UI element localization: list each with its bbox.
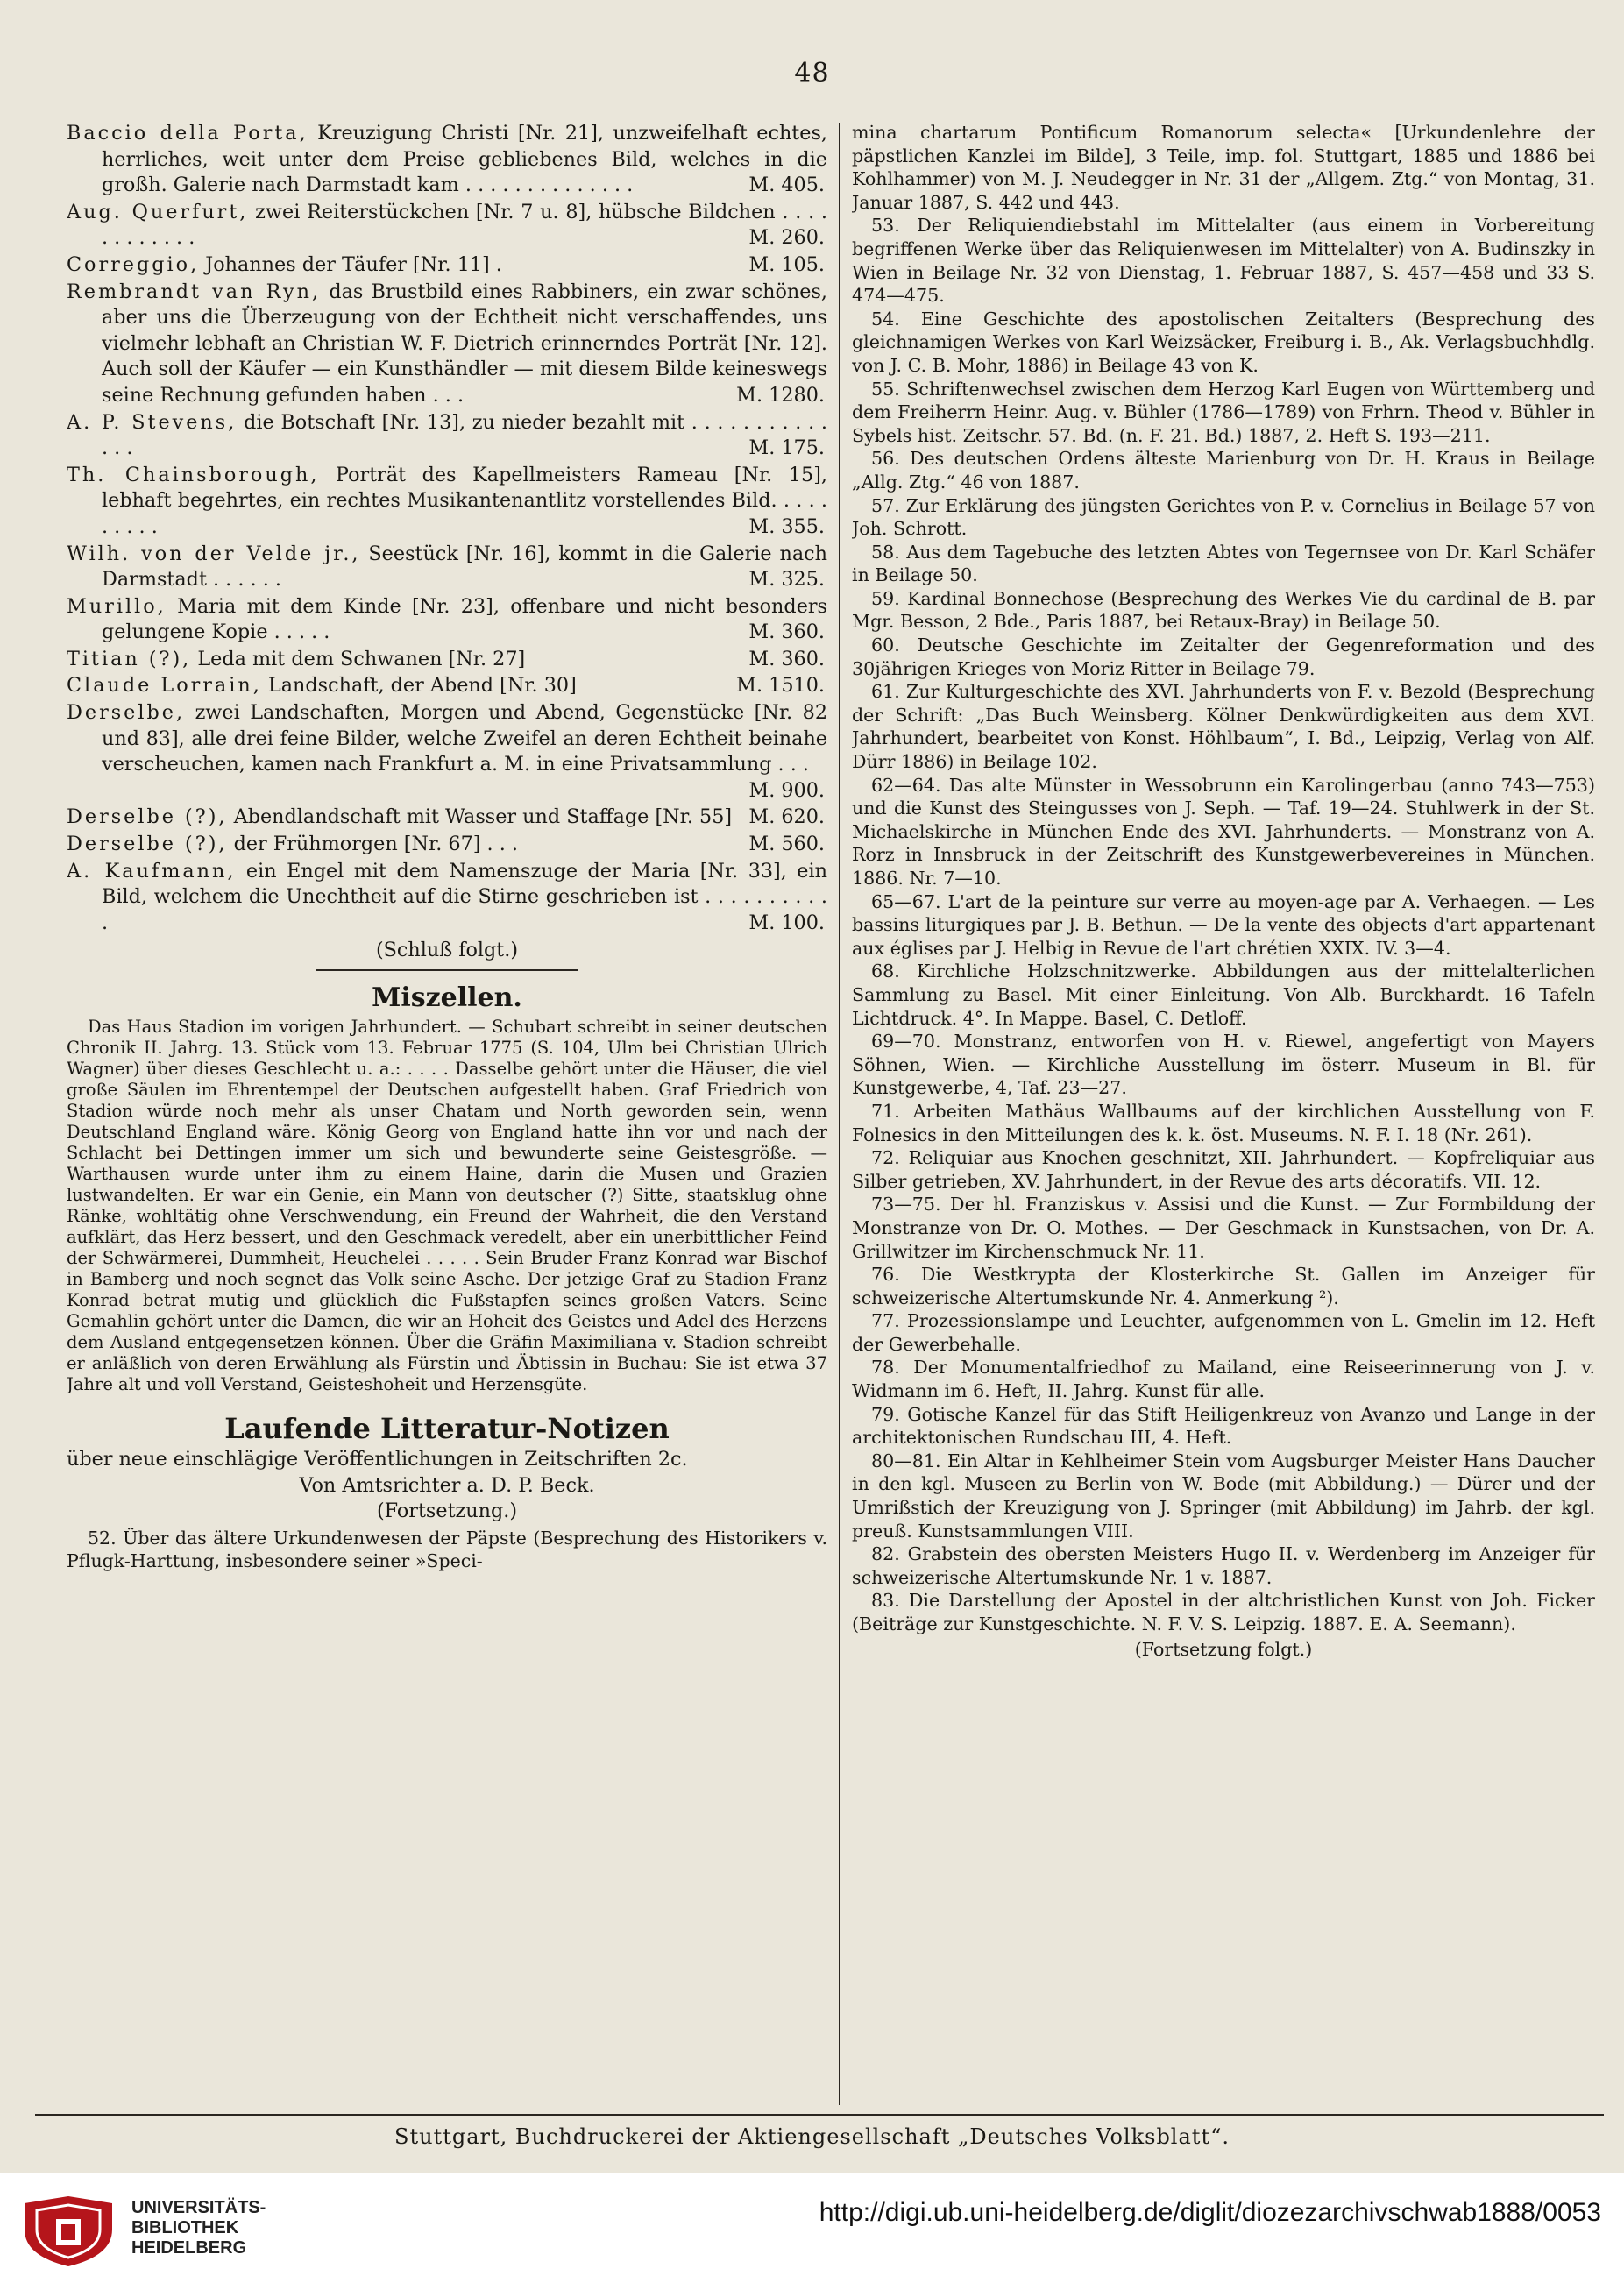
auction-entry xyxy=(67,410,827,462)
literature-item: 54. Eine Geschichte des apostolischen Zeitalters (Besprechung des gleichnamigen Werkes von Karl Weizsäcker, Freiburg i. B., Ak. Verlagsbuchhdlg. von J. C. B. Mohr, 1886) in Beilage 43 von K. xyxy=(852,308,1595,376)
entry-description: Kreuzigung Christi [Nr. 21], unzweifelhaft echtes, herrliches, weit unter dem Preise gebliebenes Bild, welches in die großh. Galerie nach Darmstadt kam . . . . . . . . . . . . . . xyxy=(102,122,827,197)
auction-entry xyxy=(67,542,827,593)
library-bar xyxy=(0,2173,1624,2283)
literature-item: 56. Des deutschen Ordens älteste Marienburg von Dr. H. Kraus in Beilage „Allg. Ztg.“ 46 von 1887. xyxy=(852,448,1595,493)
entry-description: Porträt des Kapellmeisters Rameau [Nr. 15], lebhaft begehrtes, ein rechtes Musikantenantlitz vorstellendes Bild. . . . . . . . . . xyxy=(102,463,827,538)
artist-name: Derselbe, xyxy=(67,701,186,725)
page-number: 48 xyxy=(794,58,830,89)
literature-continuation: (Fortsetzung.) xyxy=(376,1500,518,1523)
left-column xyxy=(67,121,827,2110)
auction-entry xyxy=(67,859,827,937)
literature-item: 53. Der Reliquiendiebstahl im Mittelalter (aus einem in Vorbereitung begriffenen Werke über das Reliquienwesen im Mittelalter) von A. Budinszky in Wien in Beilage Nr. 32 von Dienstag, 1. Februar 1887, S. 457—458 und 33 S. 474—475. xyxy=(852,215,1595,307)
auction-entry xyxy=(67,463,827,541)
auction-entry xyxy=(67,280,827,409)
literature-item: 69—70. Monstranz, entworfen von H. v. Riewel, angefertigt von Mayers Söhnen, Wien. — Kirchliche Ausstellung im österr. Museum in Bl. für Kunstgewerbe, 4, Taf. 23—27. xyxy=(852,1031,1595,1099)
entry-description: Leda mit dem Schwanen [Nr. 27] xyxy=(197,647,526,670)
literature-item: 83. Die Darstellung der Apostel in der altchristlichen Kunst von Joh. Ficker (Beiträge zur Kunstgeschichte. N. F. V. S. Leipzig. 1887. E. A. Seemann). xyxy=(852,1590,1595,1634)
section-rule xyxy=(316,969,578,971)
artist-name: Th. Chainsborough, xyxy=(67,463,320,486)
literature-item: 57. Zur Erklärung des jüngsten Gerichtes von P. v. Cornelius in Beilage 57 von Joh. Schrott. xyxy=(852,494,1595,540)
entry-description: das Brustbild eines Rabbiners, ein zwar schönes, aber uns die Überzeugung von der Echtheit nicht verschaffendes, uns vielmehr lebhaft an Christian W. F. Dietrich erinnerndes Porträt [Nr. 12]. Auch soll der Käufer — ein Kunsthändler — mit diesem Bilde keineswegs seine Rechnung gefunden haben . . . xyxy=(102,280,827,407)
literature-item: 80—81. Ein Altar in Kehlheimer Stein vom Augsburger Meister Hans Daucher in den kgl. Museen zu Berlin von W. Bode (mit Abbildung.) — Dürer und der Umrißstich der Kreuzigung von J. Springer (mit Abbildung) im Jahrb. der kgl. preuß. Kunstsammlungen VIII. xyxy=(852,1450,1595,1542)
auction-entry xyxy=(67,673,827,699)
right-column xyxy=(852,121,1595,2110)
literature-item: 59. Kardinal Bonnechose (Besprechung des Werkes Vie du cardinal de B. par Mgr. Besson, 2 Bde., Paris 1887, bei Retaux-Bray) in Beilage 50. xyxy=(852,587,1595,633)
entry-description: ein Engel mit dem Namenszuge der Maria [Nr. 33], ein Bild, welchem die Unechtheit auf die Stirne geschrieben ist . . . . . . . . . . . xyxy=(102,859,827,934)
auction-price-list xyxy=(67,121,827,936)
literature-item-52: 52. Über das ältere Urkundenwesen der Päpste (Besprechung des Historikers v. Pflugk-Harttung, insbesondere seiner »Speci- xyxy=(67,1527,827,1571)
entry-description: zwei Landschaften, Morgen und Abend, Gegenstücke [Nr. 82 und 83], alle drei feine Bilder, welche Zweifel an deren Echtheit beinahe verscheuchen, kamen nach Frankfurt a. M. in eine Privatsammlung . . . xyxy=(102,701,827,776)
literature-item: 72. Reliquiar aus Knochen geschnitzt, XII. Jahrhundert. — Kopfreliquiar aus Silber getrieben, XV. Jahrhundert, in der Revue des arts décoratifs. VII. 12. xyxy=(852,1147,1595,1192)
entry-description: zwei Reiterstückchen [Nr. 7 u. 8], hübsche Bildchen . . . . . . . . . . . . xyxy=(102,200,827,250)
miscellany-heading: Miszellen. xyxy=(372,982,522,1013)
entry-price: M. 405. xyxy=(748,174,826,197)
literature-item: 58. Aus dem Tagebuche des letzten Abtes von Tegernsee von Dr. Karl Schäfer in Beilage 50. xyxy=(852,541,1595,586)
artist-name: Derselbe (?), xyxy=(67,833,228,856)
literature-item: 62—64. Das alte Münster in Wessobrunn ein Karolingerbau (anno 743—753) und die Kunst des Steingusses von J. Seph. — Taf. 19—24. Stuhlwerk in der St. Michaelskirche in München Ende des XVI. Jahrhunderts. — Monstranz von A. Rorz in Innsbruck in der Zeitschrift des Kunstgewerbevereines in München. 1886. Nr. 7—10. xyxy=(852,774,1595,889)
entry-description: Maria mit dem Kinde [Nr. 23], offenbare und nicht besonders gelungene Kopie . . . . . xyxy=(102,594,827,644)
printer-imprint: Stuttgart, Buchdruckerei der Aktiengesellschaft „Deutsches Volksblatt“. xyxy=(394,2124,1230,2149)
literature-item: 73—75. Der hl. Franziskus v. Assisi und die Kunst. — Zur Formbildung der Monstranze von Dr. O. Mothes. — Der Geschmack in Kunstsachen, von Dr. A. Grillwitzer im Kirchenschmuck Nr. 11. xyxy=(852,1194,1595,1262)
artist-name: Claude Lorrain, xyxy=(67,674,262,698)
entry-price: M. 1510. xyxy=(736,674,826,698)
entry-price: M. 360. xyxy=(748,620,826,644)
entry-price: M. 175. xyxy=(748,436,826,460)
entry-price: M. 260. xyxy=(748,226,826,250)
entry-price: M. 360. xyxy=(748,647,826,670)
literature-notes-subtitle: über neue einschlägige Veröffentlichungen in Zeitschriften 2c. xyxy=(67,1448,688,1471)
auction-entry xyxy=(67,121,827,199)
literature-item: 78. Der Monumentalfriedhof zu Mailand, eine Reiseerinnerung von J. v. Widmann im 6. Heft, II. Jahrg. Kunst für alle. xyxy=(852,1357,1595,1402)
entry-description: Johannes der Täufer [Nr. 11] . xyxy=(205,252,502,276)
literature-item: 65—67. L'art de la peinture sur verre au moyen-age par A. Verhaegen. — Les bassins liturgiques par J. B. Bethun. — De la vente des objects d'art appartenant aux églises par J. Helbig in Revue de l'art chrétien XXIX. IV. 3—4. xyxy=(852,890,1595,959)
literature-item: 61. Zur Kulturgeschichte des XVI. Jahrhunderts von F. v. Bezold (Besprechung der Schrift: „Das Buch Weinsberg. Kölner Denkwürdigkeiten aus dem XVI. Jahrhundert, bearbeitet von Konst. Höhlbaum“, I. Bd., Leipzig, Verlag von Alf. Dürr 1886) in Beilage 102. xyxy=(852,681,1595,773)
literature-item: 77. Prozessionslampe und Leuchter, aufgenommen von L. Gmelin im 12. Heft der Gewerbehalle. xyxy=(852,1310,1595,1355)
entry-description: die Botschaft [Nr. 13], zu nieder bezahlt mit . . . . . . . . . . . . . . xyxy=(102,410,827,460)
literature-item: 71. Arbeiten Mathäus Wallbaums auf der kirchlichen Ausstellung von F. Folnesics in den Mitteilungen des k. k. öst. Museums. N. F. I. 18 (Nr. 261). xyxy=(852,1100,1595,1145)
entry-description: Seestück [Nr. 16], kommt in die Galerie nach Darmstadt . . . . . . xyxy=(102,542,827,592)
auction-entry xyxy=(67,594,827,646)
artist-name: A. Kaufmann, xyxy=(67,859,237,883)
artist-name: Murillo, xyxy=(67,594,167,618)
entry-price: M. 355. xyxy=(748,514,826,538)
university-seal-icon xyxy=(16,2194,121,2268)
literature-item: 82. Grabstein des obersten Meisters Hugo II. v. Werdenberg im Anzeiger für schweizerische Altertumskunde Nr. 1 v. 1887. xyxy=(852,1543,1595,1588)
miscellany-text: Das Haus Stadion im vorigen Jahrhundert. — Schubart schreibt in seiner deutschen Chronik II. Jahrg. 13. Stück vom 13. Februar 1775 (S. 104, Ulm bei Christian Ulrich Wagner) über dieses Geschlecht u. a.: . . . . Dasselbe gehört unter die Häuser, die viel große Säulen im Ehrentempel der Deutschen aufgestellt haben. Graf Friedrich von Stadion würde noch mehr als unser Chatam und North geworden sein, wenn Deutschland England wäre. König Georg von England hatte ihn vor und nach der Schlacht bei Dettingen immer um sich und bewunderte seine Geistesgröße. — Warthausen wurde unter ihm zu einem Haine, darin die Musen und Grazien lustwandelten. Er war ein Genie, ein Mann von deutscher (?) Sitte, staatsklug ohne Ränke, wohltätig ohne Verschwendung, ein Freund der Wahrheit, die den Verstand aufklärt, das Herz bessert, und den Geschmack veredelt, aber ein unerbittlicher Feind der Schwärmerei, Dummheit, Heuchelei . . . . . Sein Bruder Franz Konrad war Bischof in Bamberg und noch segnet das Volk seine Asche. Der jetzige Graf zu Stadion Franz Konrad betrat mutig und glücklich die Fußstapfen seines großen Vaters. Seine Gemahlin gehört unter die Damen, die wir an Hoheit des Geistes und Adel des Herzens dem Ausland entgegensetzen können. Über die Gräfin Maximiliana v. Stadion schreibt er anläßlich von deren Erwählung als Fürstin und Äbtissin in Buchau: Sie ist etwa 37 Jahre alt und voll Verstand, Geisteshoheit und Herzensgüte. xyxy=(67,1016,827,1394)
artist-name: Rembrandt van Ryn, xyxy=(67,280,322,303)
footer-rule xyxy=(35,2114,1604,2116)
entry-price: M. 900. xyxy=(748,778,826,802)
literature-item: 68. Kirchliche Holzschnitzwerke. Abbildungen aus der mittelalterlichen Sammlung zu Basel. Mit einer Einleitung. Von Alb. Burckhardt. 16 Tafeln Lichtdruck. 4°. In Mappe. Basel, C. Detloff. xyxy=(852,961,1595,1029)
artist-name: A. P. Stevens, xyxy=(67,410,238,434)
artist-name: Titian (?), xyxy=(67,647,192,670)
literature-item: 55. Schriftenwechsel zwischen dem Herzog Karl Eugen von Württemberg und dem Freiherrn Heinr. Aug. v. Bühler (1786—1789) von Frhrn. Theod v. Bühler in Sybels hist. Zeitschr. 57. Bd. (n. F. 21. Bd.) 1887, 2. Heft S. 193—211. xyxy=(852,378,1595,446)
artist-name: Aug. Querfurt, xyxy=(67,200,249,223)
auction-entry xyxy=(67,805,827,831)
auction-entry xyxy=(67,700,827,804)
auction-entry xyxy=(67,647,827,673)
source-url[interactable]: http://digi.ub.uni-heidelberg.de/diglit/diozezarchivschwab1888/0053 xyxy=(819,2198,1601,2227)
literature-item: 79. Gotische Kanzel für das Stift Heiligenkreuz von Avanzo und Lange in der architektonischen Rundschau III, 4. Heft. xyxy=(852,1403,1595,1449)
literature-notes-heading: Laufende Litteratur-Notizen xyxy=(224,1411,670,1445)
literature-item: 60. Deutsche Geschichte im Zeitalter der Gegenreformation und des 30jährigen Krieges von Moriz Ritter in Beilage 79. xyxy=(852,635,1595,679)
continuation-note: (Fortsetzung folgt.) xyxy=(1134,1638,1313,1660)
auction-entry xyxy=(67,832,827,858)
entry-price: M. 100. xyxy=(748,911,826,934)
literature-item: 76. Die Westkrypta der Klosterkirche St. Gallen im Anzeiger für schweizerische Altertumskunde Nr. 4. Anmerkung ²). xyxy=(852,1264,1595,1308)
entry-price: M. 620. xyxy=(748,805,826,829)
literature-list xyxy=(852,214,1595,1635)
entry-price: M. 560. xyxy=(748,833,826,856)
auction-entry xyxy=(67,252,827,279)
library-name: UNIVERSITÄTS- BIBLIOTHEK HEIDELBERG xyxy=(131,2198,266,2258)
literature-notes-author: Von Amtsrichter a. D. P. Beck. xyxy=(299,1473,595,1497)
entry-price: M. 325. xyxy=(748,568,826,592)
entry-price: M. 105. xyxy=(748,252,826,276)
entry-description: Landschaft, der Abend [Nr. 30] xyxy=(267,674,577,698)
artist-name: Baccio della Porta, xyxy=(67,122,308,145)
entry-price: M. 1280. xyxy=(736,383,826,407)
auction-entry xyxy=(67,200,827,252)
entry-description: der Frühmorgen [Nr. 67] . . . xyxy=(233,833,518,856)
column-divider xyxy=(839,123,840,2105)
artist-name: Wilh. von der Velde jr., xyxy=(67,542,361,565)
entry-description: Abendlandschaft mit Wasser und Staffage [Nr. 55] xyxy=(233,805,733,829)
continuation-note: (Schluß folgt.) xyxy=(375,939,519,962)
artist-name: Correggio, xyxy=(67,252,200,276)
artist-name: Derselbe (?), xyxy=(67,805,228,829)
literature-item-52-continued: mina chartarum Pontificum Romanorum selecta« [Urkundenlehre der päpstlichen Kanzlei im Bilde], 3 Teile, imp. fol. Stuttgart, 1885 und 1886 bei Kohlhammer) von M. J. Neudegger in Nr. 31 der „Allgem. Ztg.“ von Montag, 31. Januar 1887, S. 442 und 443. xyxy=(852,122,1595,213)
